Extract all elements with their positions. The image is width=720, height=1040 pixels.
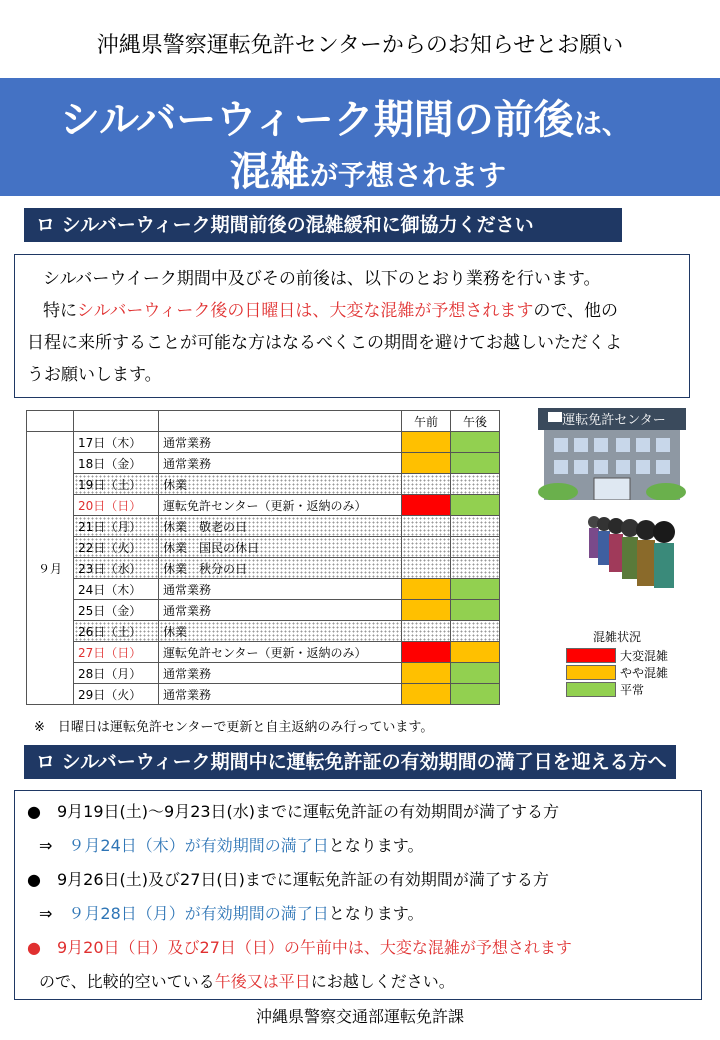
date-cell: 18日（金） xyxy=(74,453,159,474)
bullet-2 xyxy=(27,867,549,890)
month-cell: ９月 xyxy=(27,432,74,705)
date-cell: 17日（木） xyxy=(74,432,159,453)
pm-status-cell xyxy=(451,432,500,453)
legend-label: 平常 xyxy=(620,683,645,697)
bullet-2-result xyxy=(39,901,424,924)
intro-emphasis: シルバーウィーク後の日曜日は、大変な混雑が予想されます xyxy=(77,301,534,321)
footer-issuer: 沖縄県警察交通部運転免許課 xyxy=(255,1007,464,1026)
congestion-legend xyxy=(566,628,668,698)
desc-cell: 休業 xyxy=(159,621,402,642)
car-icon xyxy=(548,412,562,422)
desc-cell: 通常業務 xyxy=(159,663,402,684)
table-row xyxy=(27,474,500,495)
banner-line-2-main: 混雑 xyxy=(230,149,310,195)
date-cell: 26日（土） xyxy=(74,621,159,642)
pm-status-cell xyxy=(451,642,500,663)
banner-line-2 xyxy=(230,140,506,197)
section-2-heading: ロ シルバーウィーク期間中に運転免許証の有効期間の満了日を迎える方へ xyxy=(24,745,676,779)
am-status-cell xyxy=(402,663,451,684)
banner-line-1-suffix: は、 xyxy=(573,107,630,140)
desc-cell: 通常業務 xyxy=(159,600,402,621)
section-1-heading: ロ シルバーウィーク期間前後の混雑緩和に御協力ください xyxy=(24,208,622,242)
pm-status-cell xyxy=(451,600,500,621)
arrow-icon: ⇒ xyxy=(39,836,53,855)
table-row xyxy=(27,621,500,642)
header-blank xyxy=(74,411,159,432)
queue-people-illustration xyxy=(586,512,682,588)
bullet-1-result-date: ９月24日（木）が有効期間の満了日 xyxy=(68,836,329,855)
table-row xyxy=(27,453,500,474)
am-status-cell xyxy=(402,516,451,537)
am-status-cell xyxy=(402,495,451,516)
legend-label: 大変混雑 xyxy=(620,649,669,663)
pm-status-cell xyxy=(451,558,500,579)
bullet-3-text: 9月20日（日）及び27日（日）の午前中は、大変な混雑が予想されます xyxy=(56,938,572,957)
table-row xyxy=(27,642,500,663)
desc-cell: 休業 敬老の日 xyxy=(159,516,402,537)
am-status-cell xyxy=(402,579,451,600)
sunday-note: ※ 日曜日は運転免許センターで更新と自主返納のみ行っています。 xyxy=(34,720,434,735)
table-row xyxy=(27,600,500,621)
legend-item xyxy=(566,647,668,664)
title-banner xyxy=(0,78,720,196)
building-illustration xyxy=(538,408,686,500)
am-status-cell xyxy=(402,453,451,474)
desc-cell: 通常業務 xyxy=(159,684,402,705)
bullet-3-cont-emphasis: 午後又は平日 xyxy=(214,972,311,991)
pm-status-cell xyxy=(451,495,500,516)
date-cell: 19日（土） xyxy=(74,474,159,495)
bullet-dot-icon: ● xyxy=(27,802,41,821)
bullet-1 xyxy=(27,799,559,822)
banner-line-2-suffix: が予想されます xyxy=(310,159,507,192)
bullet-2-result-date: ９月28日（月）が有効期間の満了日 xyxy=(68,904,329,923)
bullet-1-result-suffix: となります。 xyxy=(328,836,424,855)
bullet-1-text: 9月19日(土)～9月23日(水)までに運転免許証の有効期間が満了する方 xyxy=(56,802,560,821)
am-status-cell xyxy=(402,537,451,558)
bullet-3-cont-a: ので、比較的空いている xyxy=(39,972,215,991)
intro-line-2 xyxy=(27,295,677,327)
table-row xyxy=(27,579,500,600)
desc-cell: 運転免許センター（更新・返納のみ） xyxy=(159,495,402,516)
col-pm-header: 午後 xyxy=(451,411,500,432)
pm-status-cell xyxy=(451,621,500,642)
pm-status-cell xyxy=(451,684,500,705)
schedule-table xyxy=(26,410,500,705)
bullet-3-cont-c: にお越しください。 xyxy=(310,972,455,991)
pm-status-cell xyxy=(451,453,500,474)
am-status-cell xyxy=(402,642,451,663)
am-status-cell xyxy=(402,558,451,579)
intro-2a: 特に xyxy=(43,301,77,321)
desc-cell: 通常業務 xyxy=(159,453,402,474)
pm-status-cell xyxy=(451,537,500,558)
page-top-title: 沖縄県警察運転免許センターからのお知らせとお願い xyxy=(96,33,624,58)
building-sign-text: 運転免許センター xyxy=(562,413,666,428)
bullet-dot-icon: ● xyxy=(27,870,41,889)
am-status-cell xyxy=(402,474,451,495)
header-blank xyxy=(27,411,74,432)
expiry-info-box xyxy=(14,790,702,1000)
pm-status-cell xyxy=(451,474,500,495)
am-status-cell xyxy=(402,684,451,705)
bullet-2-text: 9月26日(土)及び27日(日)までに運転免許証の有効期間が満了する方 xyxy=(56,870,549,889)
date-cell: 22日（火） xyxy=(74,537,159,558)
pm-status-cell xyxy=(451,663,500,684)
intro-line-1: シルバーウイーク期間中及びその前後は、以下のとおり業務を行います。 xyxy=(43,269,601,289)
col-am-header: 午前 xyxy=(402,411,451,432)
desc-cell: 通常業務 xyxy=(159,579,402,600)
intro-2c: ので、他の xyxy=(533,301,619,321)
bullet-dot-icon: ● xyxy=(27,938,41,957)
banner-line-1 xyxy=(60,88,630,145)
legend-item xyxy=(566,681,668,698)
date-cell: 29日（火） xyxy=(74,684,159,705)
legend-swatch xyxy=(566,665,616,680)
bullet-3 xyxy=(27,935,572,958)
arrow-icon: ⇒ xyxy=(39,904,53,923)
legend-item xyxy=(566,664,668,681)
table-row xyxy=(27,432,500,453)
bullet-1-result xyxy=(39,833,424,856)
pm-status-cell xyxy=(451,579,500,600)
am-status-cell xyxy=(402,600,451,621)
bullet-3-cont xyxy=(39,969,455,992)
pm-status-cell xyxy=(451,516,500,537)
header-blank xyxy=(159,411,402,432)
desc-cell: 休業 国民の休日 xyxy=(159,537,402,558)
date-cell: 24日（木） xyxy=(74,579,159,600)
date-cell: 25日（金） xyxy=(74,600,159,621)
am-status-cell xyxy=(402,621,451,642)
desc-cell: 通常業務 xyxy=(159,432,402,453)
desc-cell: 休業 xyxy=(159,474,402,495)
intro-line-3: 日程に来所することが可能な方はなるべくこの期間を避けてお越しいただくよ xyxy=(27,333,622,353)
legend-swatch xyxy=(566,648,616,663)
date-cell: 23日（水） xyxy=(74,558,159,579)
date-cell: 21日（月） xyxy=(74,516,159,537)
table-row xyxy=(27,558,500,579)
intro-line-4: うお願いします。 xyxy=(27,365,162,385)
desc-cell: 休業 秋分の日 xyxy=(159,558,402,579)
am-status-cell xyxy=(402,432,451,453)
desc-cell: 運転免許センター（更新・返納のみ） xyxy=(159,642,402,663)
banner-line-1-main: シルバーウィーク期間の前後 xyxy=(60,97,574,143)
date-cell: 28日（月） xyxy=(74,663,159,684)
table-row xyxy=(27,684,500,705)
legend-swatch xyxy=(566,682,616,697)
legend-title: 混雑状況 xyxy=(593,630,642,644)
table-row xyxy=(27,663,500,684)
table-row xyxy=(27,537,500,558)
intro-box xyxy=(14,254,690,398)
date-cell: 20日（日） xyxy=(74,495,159,516)
table-row xyxy=(27,495,500,516)
bullet-2-result-suffix: となります。 xyxy=(328,904,424,923)
table-row xyxy=(27,516,500,537)
legend-label: やや混雑 xyxy=(620,666,669,680)
date-cell: 27日（日） xyxy=(74,642,159,663)
